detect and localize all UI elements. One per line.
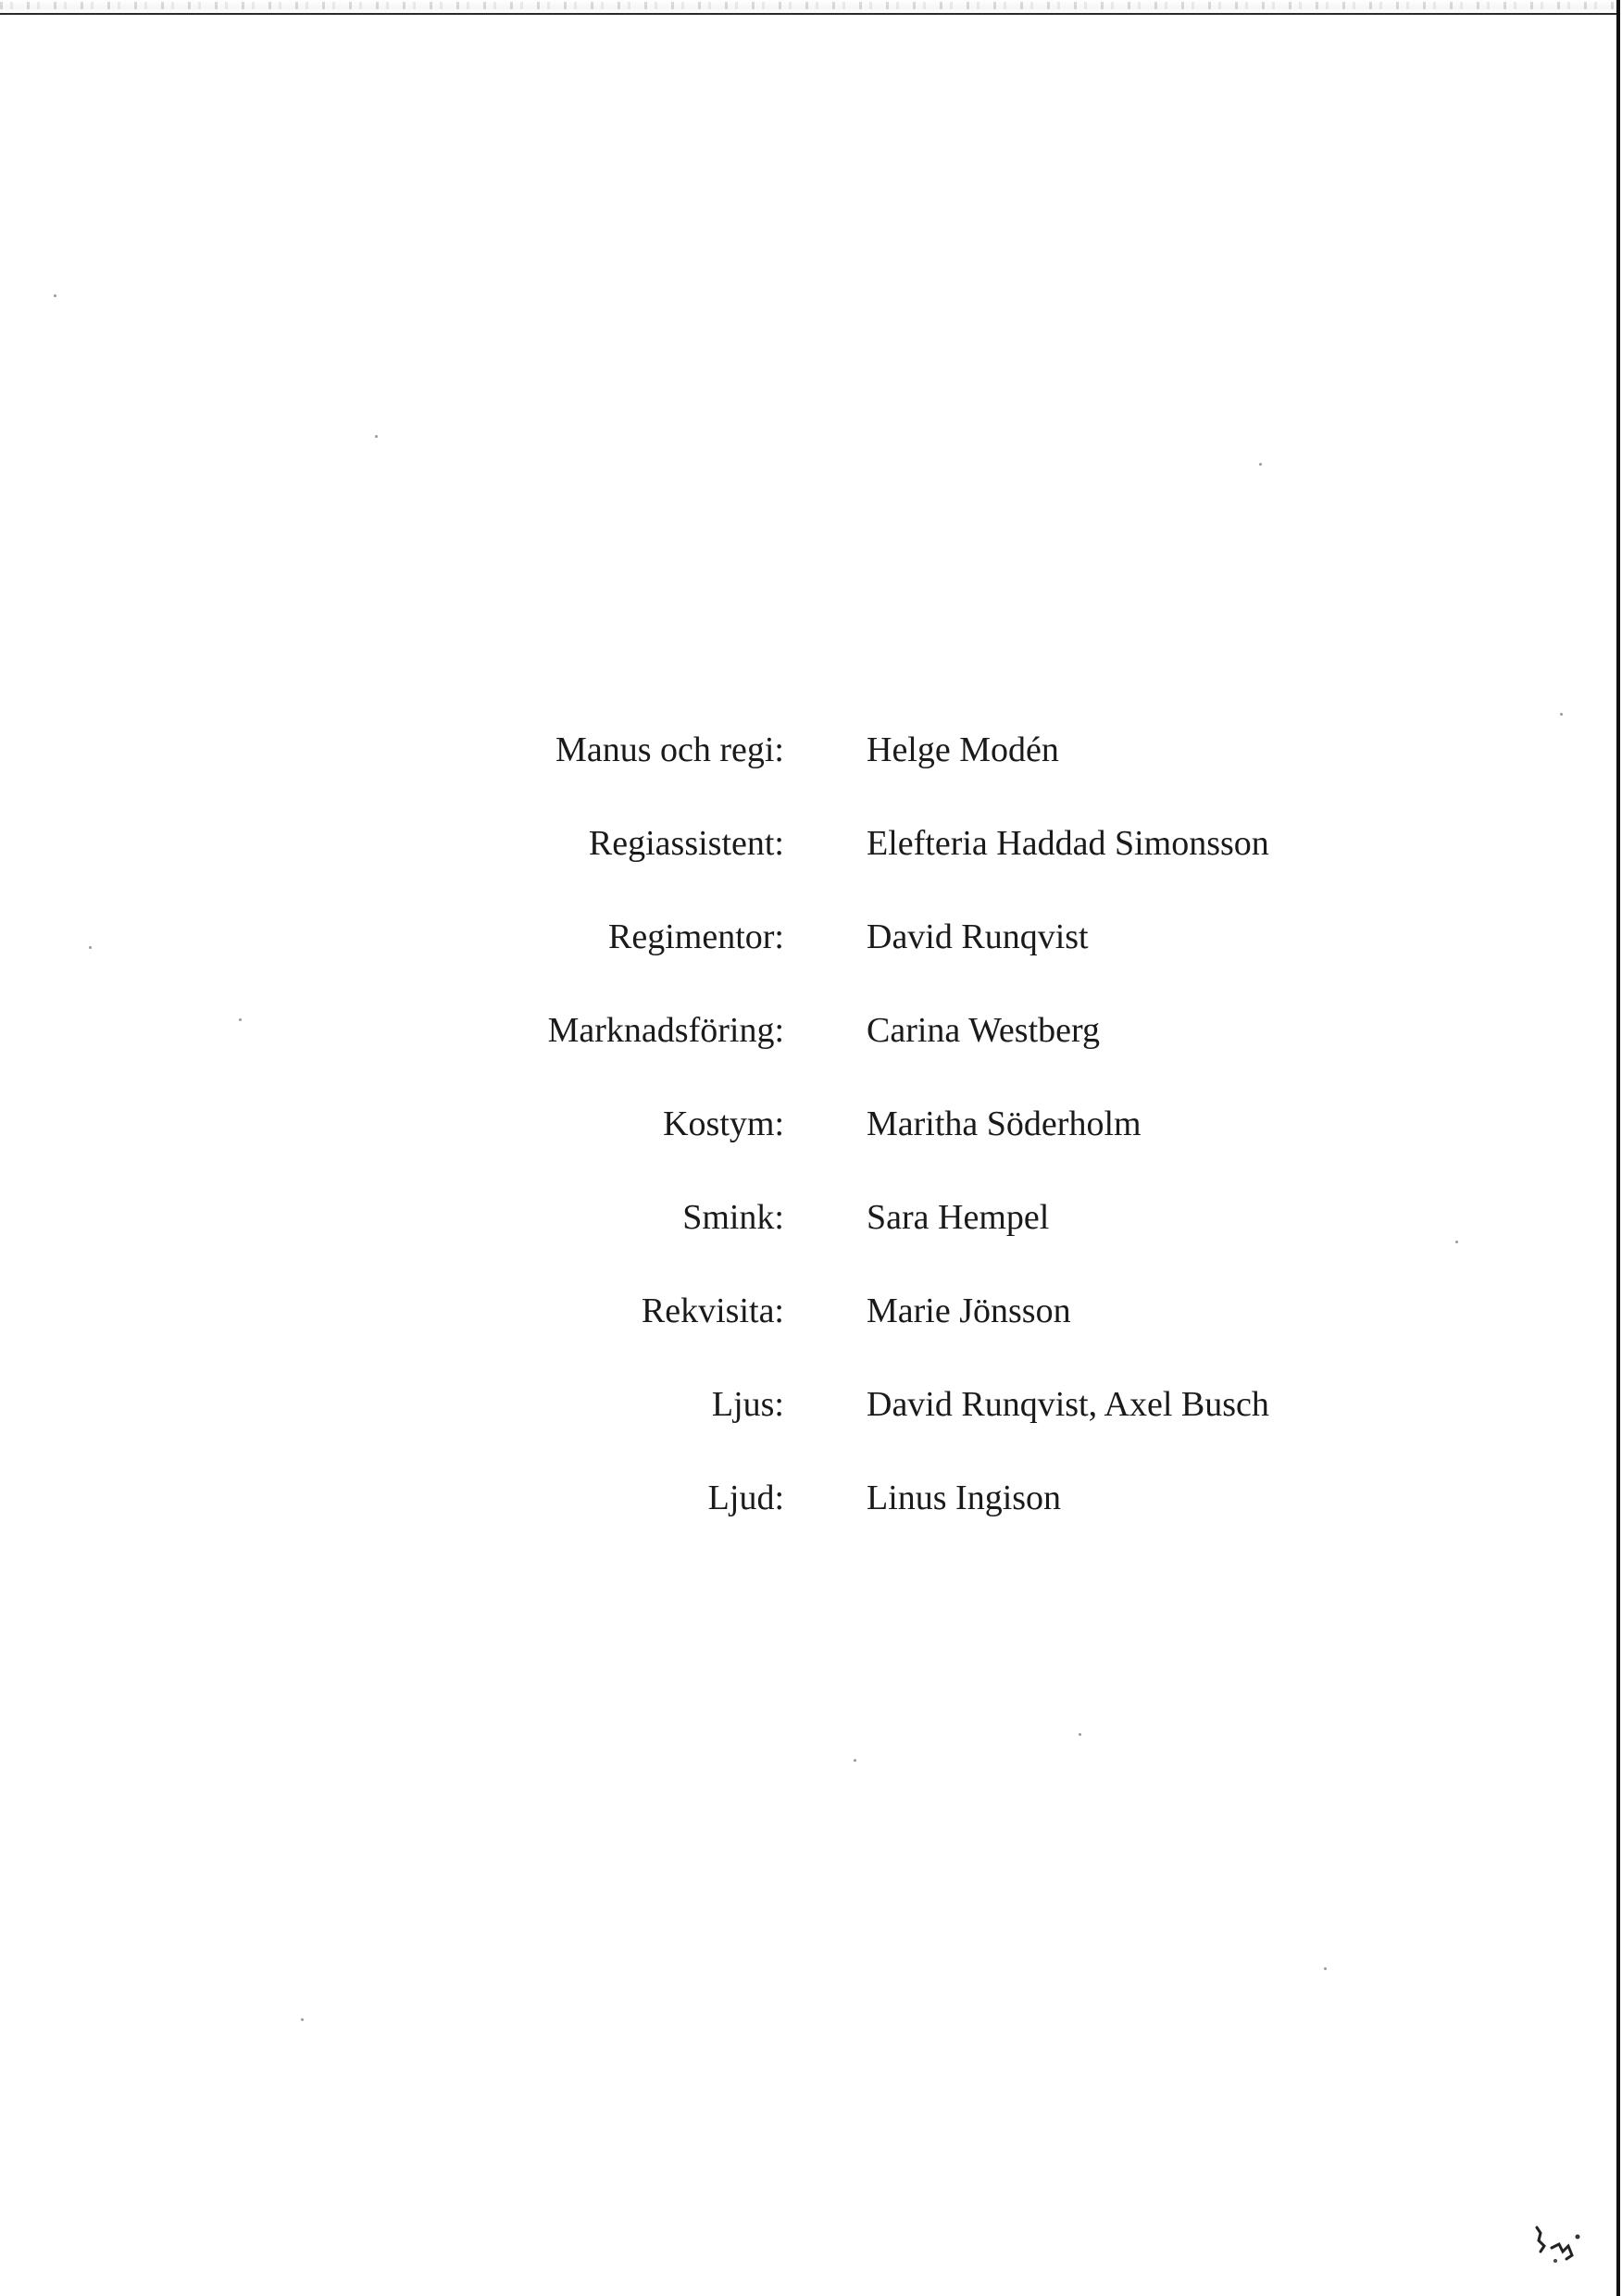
scan-speck [375,435,378,438]
credit-name: David Runqvist, Axel Busch [867,1385,1269,1424]
credit-row-regiassistent [0,820,1622,914]
credit-role: Rekvisita: [641,1292,784,1330]
credit-name: Marie Jönsson [867,1292,1071,1330]
credit-row-manus [0,727,1622,820]
scan-speck [1324,1967,1327,1970]
credit-role: Regiassistent: [588,824,784,863]
credit-name: Sara Hempel [867,1198,1050,1237]
scan-top-noise [0,2,1616,9]
credit-role: Regimentor: [608,917,784,956]
credit-row-marknadsforing [0,1007,1622,1101]
credit-role: Marknadsföring: [547,1011,784,1050]
credit-name: Elefteria Haddad Simonsson [867,824,1269,863]
scan-speck [1455,1241,1458,1243]
credit-row-ljus [0,1381,1622,1475]
scan-speck [1079,1733,1081,1736]
credit-row-ljud [0,1475,1622,1568]
scan-speck [1259,463,1262,466]
credit-role: Kostym: [663,1104,784,1143]
scan-speck [301,2018,304,2021]
scan-speck [54,294,56,297]
scan-smudge [1531,2224,1587,2268]
credit-role: Ljud: [707,1479,784,1517]
scan-top-edge [0,0,1616,15]
scan-speck [854,1759,856,1762]
credit-role: Manus och regi: [555,730,784,769]
credits-list [0,727,1622,1568]
credit-role: Ljus: [711,1385,784,1424]
credit-role: Smink: [682,1198,784,1237]
credit-name: Maritha Söderholm [867,1104,1142,1143]
scan-speck [239,1018,242,1021]
credit-name: Carina Westberg [867,1011,1100,1050]
credit-name: Linus Ingison [867,1479,1062,1517]
credit-name: Helge Modén [867,730,1059,769]
credit-name: David Runqvist [867,917,1089,956]
scan-speck [89,946,92,949]
credit-row-regimentor [0,914,1622,1007]
credit-row-rekvisita [0,1288,1622,1381]
credit-row-smink [0,1194,1622,1288]
credit-row-kostym [0,1101,1622,1194]
scan-speck [1560,713,1563,716]
